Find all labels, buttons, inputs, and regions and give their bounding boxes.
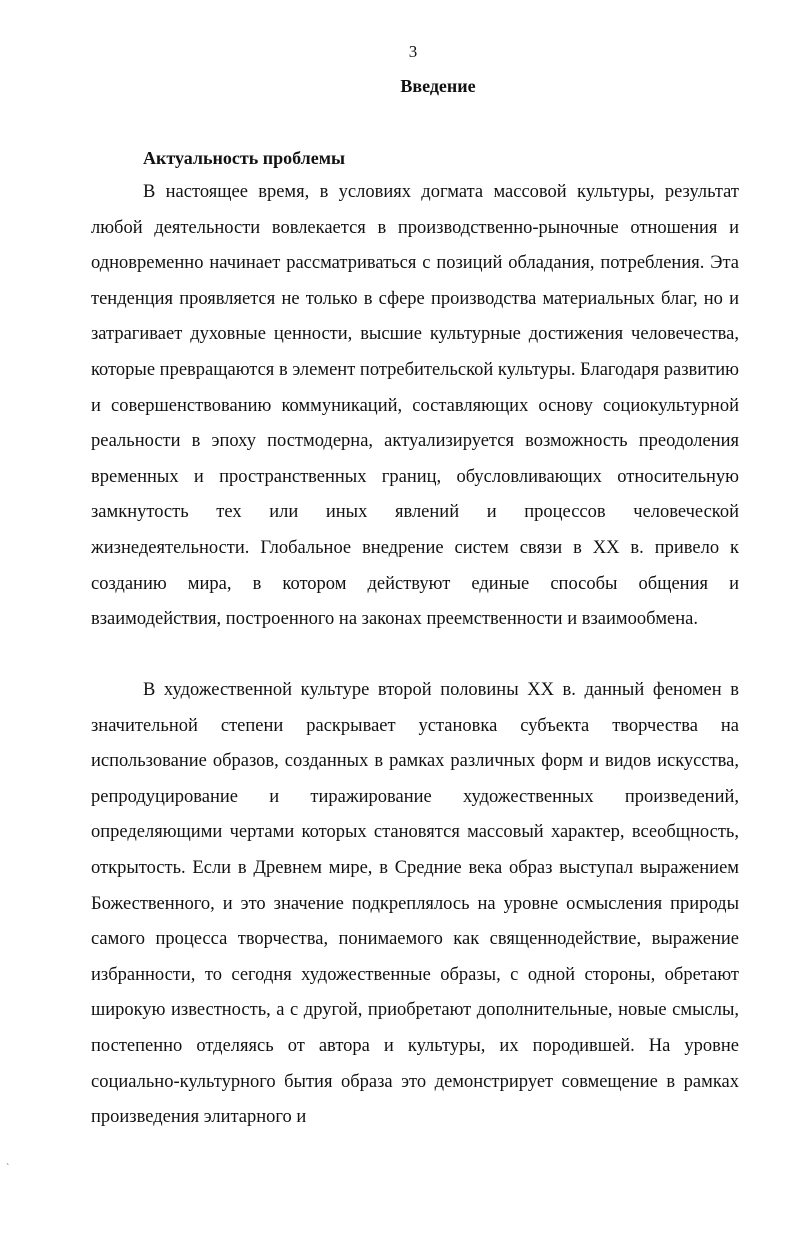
margin-mark: `	[6, 1163, 10, 1174]
chapter-title: Введение	[400, 76, 476, 96]
body-paragraph: В настоящее время, в условиях догмата массовой культуры, результат любой деятельности вовлекается в производственно-рыночные отношения и одновременно начинает рассматриваться с позиций обладания, потребления. Эта тенденция проявляется не только в сфере производства материальных благ, но и затрагивает духовные ценности, высшие культурные достижения человечества, которые превращаются в элемент потребительской культуры. Благодаря развитию и совершенствованию коммуникаций, составляющих основу социокультурной реальности в эпоху постмодерна, актуализируется возможность преодоления временных и пространственных границ, обусловливающих относительную замкнутость тех или иных явлений и процессов человеческой жизнедеятельности. Глобальное внедрение систем связи в XX в. привело к созданию мира, в котором действуют единые способы общения и взаимодействия, построенного на законах преемственности и взаимообмена.	[91, 182, 739, 630]
section-title: Актуальность проблемы	[143, 148, 346, 168]
page-number: 3	[408, 42, 418, 61]
body-paragraph: В художественной культуре второй половины XX в. данный феномен в значительной степени раскрывает установка субъекта творчества на использование образов, созданных в рамках различных форм и видов искусства, репродуцирование и тиражирование художественных произведений, определяющими чертами которых становятся массовый характер, всеобщность, открытость. Если в Древнем мире, в Средние века образ выступал выражением Божественного, и это значение подкреплялось на уровне осмысления природы самого процесса творчества, понимаемого как священнодействие, выражение избранности, то сегодня художественные образы, с одной стороны, обретают широкую известность, а с другой, приобретают дополнительные, новые смыслы, постепенно отделяясь от автора и культуры, их породившей. На уровне социально-культурного бытия образа это демонстрирует совмещение в рамках произведения элитарного и	[91, 680, 739, 1128]
